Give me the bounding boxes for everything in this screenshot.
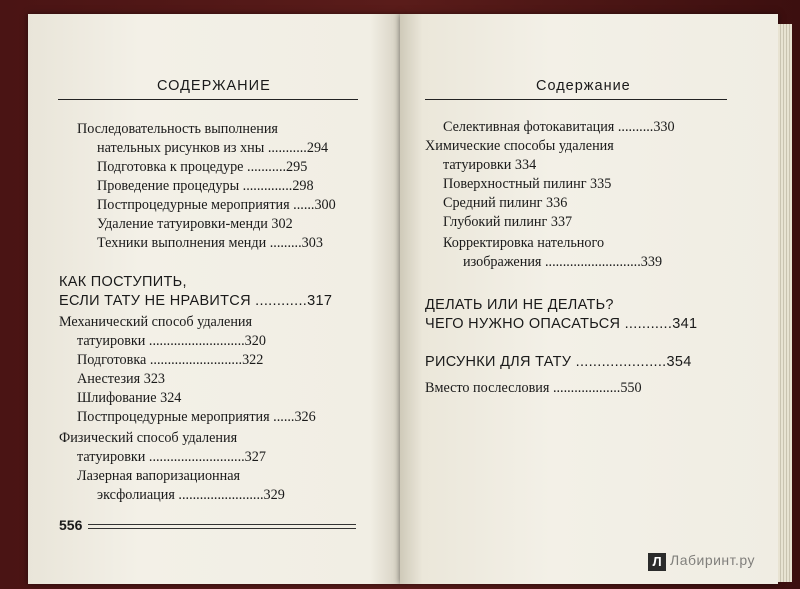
- watermark-text: Лабиринт.ру: [670, 552, 756, 568]
- toc-entry: Шлифование 324: [77, 390, 182, 406]
- toc-section: РИСУНКИ ДЛЯ ТАТУ .....................354: [425, 354, 692, 370]
- toc-entry: эксфолиация ........................329: [97, 487, 285, 503]
- toc-entry: Физический способ удаления: [59, 430, 238, 446]
- right-header-rule: [425, 99, 727, 100]
- toc-section: ЕСЛИ ТАТУ НЕ НРАВИТСЯ ............317: [59, 293, 333, 309]
- toc-entry: нательных рисунков из хны ...........294: [97, 140, 329, 156]
- right-page-header: Содержание: [536, 78, 631, 94]
- toc-entry: Механический способ удаления: [59, 314, 253, 330]
- toc-section: КАК ПОСТУПИТЬ,: [59, 274, 187, 290]
- toc-entry: Химические способы удаления: [425, 138, 614, 154]
- left-header-rule: [58, 99, 358, 100]
- toc-entry: изображения ...........................339: [463, 254, 663, 270]
- left-page-header: СОДЕРЖАНИЕ: [157, 78, 271, 94]
- toc-section: ДЕЛАТЬ ИЛИ НЕ ДЕЛАТЬ?: [425, 297, 614, 313]
- toc-entry: татуировки 334: [443, 157, 537, 173]
- toc-entry: Средний пилинг 336: [443, 195, 568, 211]
- toc-entry: Проведение процедуры ..............298: [97, 178, 314, 194]
- footer-rule: [88, 524, 356, 529]
- toc-entry: Поверхностный пилинг 335: [443, 176, 612, 192]
- toc-entry: Подготовка ..........................322: [77, 352, 264, 368]
- toc-entry: татуировки ...........................320: [77, 333, 266, 349]
- toc-entry: Последовательность выполнения: [77, 121, 278, 137]
- labirint-logo: Л: [648, 553, 666, 571]
- toc-entry: татуировки ...........................327: [77, 449, 266, 465]
- toc-entry: Постпроцедурные мероприятия ......300: [97, 197, 336, 213]
- toc-entry: Техники выполнения менди .........303: [97, 235, 323, 251]
- toc-entry: Глубокий пилинг 337: [443, 214, 573, 230]
- toc-entry: Постпроцедурные мероприятия ......326: [77, 409, 316, 425]
- toc-entry: Подготовка к процедуре ...........295: [97, 159, 308, 175]
- toc-entry: Удаление татуировки-менди 302: [97, 216, 293, 232]
- toc-entry: Корректировка нательного: [443, 235, 605, 251]
- page-number: 556: [59, 517, 83, 533]
- toc-section: ЧЕГО НУЖНО ОПАСАТЬСЯ ...........341: [425, 316, 698, 332]
- toc-entry: Лазерная вапоризационная: [77, 468, 241, 484]
- page-edges: [778, 24, 792, 582]
- toc-entry: Вместо послесловия ...................550: [425, 380, 642, 396]
- toc-entry: Селективная фотокавитация ..........330: [443, 119, 675, 135]
- toc-entry: Анестезия 323: [77, 371, 166, 387]
